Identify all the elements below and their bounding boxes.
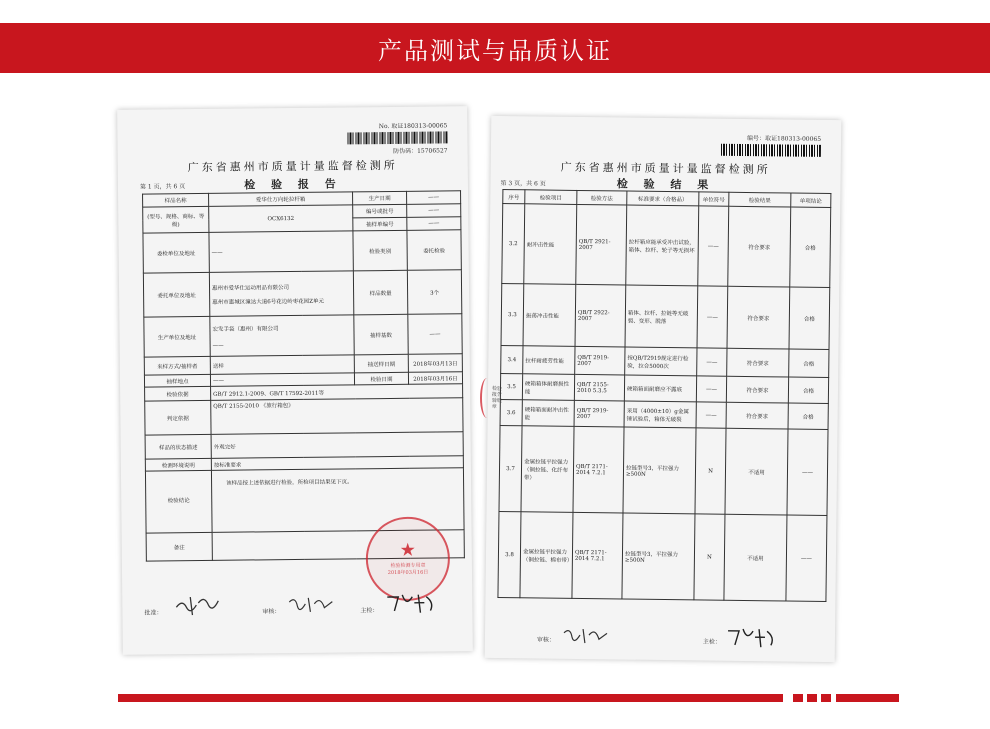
signature-approve bbox=[174, 593, 224, 618]
org-name: 广东省惠州市质量计量监督检测所 bbox=[560, 160, 771, 177]
form-label: 检验结论 bbox=[145, 470, 212, 533]
form-value: 3个 bbox=[407, 270, 461, 315]
column-header: 检验方法 bbox=[577, 190, 627, 205]
form-label: 检验依据 bbox=[145, 386, 211, 401]
form-label: 来样方式/抽样者 bbox=[144, 356, 210, 375]
form-value: 惠州市爱华仕运动用品有限公司 惠州市惠城区潼达大道6号花边岭枣花园Z单元 bbox=[209, 271, 353, 317]
inspection-stamp: ★ 检验检测专用章 2018年03月16日 bbox=[365, 516, 450, 601]
form-label: 抽样地点 bbox=[144, 374, 210, 387]
form-label: 编号或批号 bbox=[353, 204, 407, 218]
org-name: 广东省惠州市质量计量监督检测所 bbox=[187, 158, 398, 175]
results-title: 检 验 结 果 bbox=[616, 177, 715, 192]
form-label: 样品的状态描述 bbox=[145, 434, 211, 459]
page-indicator: 第 3 页，共 6 页 bbox=[500, 179, 546, 188]
form-label: 生产日期 bbox=[353, 191, 407, 205]
form-label: 判定依据 bbox=[145, 400, 211, 435]
form-value: 按标准要求 bbox=[211, 456, 463, 471]
signature-review bbox=[286, 592, 336, 617]
form-label: 样品数量 bbox=[353, 270, 407, 315]
form-value: OCX6132 bbox=[209, 205, 353, 233]
form-value: 2018年03月16日 bbox=[408, 372, 462, 385]
main-inspector-label: 主检： bbox=[702, 638, 721, 646]
footer-bar bbox=[118, 694, 783, 702]
footer-bar bbox=[836, 694, 899, 702]
form-label: 备注 bbox=[146, 532, 212, 561]
form-value: 2018年03月13日 bbox=[408, 354, 462, 373]
form-value: —— bbox=[407, 204, 461, 218]
form-value: 委托检验 bbox=[407, 230, 461, 271]
form-value: QB/T 2155-2010 《旅行箱包》 bbox=[211, 398, 463, 435]
results-table bbox=[497, 189, 831, 602]
table-row: 3.8 金属拉链平拉强力（铜拉链、棉布带） QB/T 2171-2014 7.2.1 拉链型号3，平拉强力≥500N N 不适用 —— bbox=[498, 512, 827, 602]
barcode bbox=[721, 144, 821, 157]
main-inspector-label: 主检： bbox=[360, 607, 379, 615]
column-header: 序号 bbox=[503, 190, 525, 204]
report-number: 编号：取证180313-00065 bbox=[721, 133, 821, 159]
form-value: —— bbox=[210, 373, 354, 387]
form-label: 抽样基数 bbox=[354, 314, 408, 355]
form-value: 该样品按上述依据进行检验，所检项目结果见下页。 bbox=[211, 468, 464, 533]
form-value: 爱华仕万向轮拉杆箱 bbox=[209, 192, 353, 207]
form-label: 抽样单编号 bbox=[353, 217, 407, 231]
column-header: 标准要求（合格品） bbox=[627, 191, 699, 206]
table-row: 3.4 拉杆耐疲劳性能 QB/T 2919-2007 按QB/T2919规定进行检验，拉合5000次 —— 符合要求 合格 bbox=[501, 346, 829, 378]
test-report-page-3 bbox=[485, 116, 842, 662]
signature-main bbox=[725, 623, 781, 650]
form-label: 抽送样日期 bbox=[354, 354, 408, 373]
barcode bbox=[347, 131, 447, 144]
form-label: 委检单位及地址 bbox=[143, 232, 209, 273]
column-header: 检验结果 bbox=[729, 192, 791, 207]
table-row: 3.2 耐冲击性能 QB/T 2921-2007 拉杆箱应能承受冲击试验，箱体、拉杆、轮子等无损坏 —— 符合要求 合格 bbox=[502, 204, 831, 288]
signature-main bbox=[384, 588, 440, 615]
seam-stamp-mark bbox=[480, 378, 494, 418]
form-value: GB/T 2912.1-2009、GB/T 17592-2011等 bbox=[211, 384, 463, 401]
seam-stamp-text: 检验报告骑缝章 bbox=[491, 385, 503, 410]
report-form bbox=[142, 190, 465, 561]
form-label: 检验类别 bbox=[353, 230, 407, 271]
form-label: 样品名称 bbox=[143, 193, 209, 207]
header-banner bbox=[0, 23, 990, 73]
page-title: 产品测试与品质认证 bbox=[378, 36, 612, 65]
column-header: 检验项目 bbox=[525, 190, 577, 205]
form-label: 检验日期 bbox=[354, 372, 408, 385]
footer-square bbox=[793, 694, 803, 702]
table-row: 3.5 硬箱箱体耐磨损性能 QB/T 2155-2010 5.3.5 硬箱箱面耐磨应不露底 —— 符合要求 合格 bbox=[500, 374, 828, 404]
table-row: 3.7 金属拉链平拉强力（铜拉链、化纤布带） QB/T 2171-2014 7.2.1 拉链型号3，平拉强力≥500N N 不适用 —— bbox=[499, 426, 828, 516]
form-label: 检测环境说明 bbox=[145, 458, 211, 471]
test-report-page-1 bbox=[117, 106, 473, 655]
form-label: (型号、规格、商标、等级) bbox=[143, 206, 209, 233]
form-value: 宏发手袋（惠州）有限公司 —— bbox=[210, 315, 354, 357]
form-value: 送样 bbox=[210, 355, 354, 375]
column-header: 单位符号 bbox=[699, 192, 729, 206]
approve-label: 批准： bbox=[144, 609, 163, 617]
footer-square bbox=[821, 694, 831, 702]
page-indicator: 第 1 页，共 6 页 bbox=[139, 183, 186, 191]
signature-review bbox=[561, 623, 611, 648]
form-label: 委托单位及地址 bbox=[143, 272, 209, 317]
table-row: 3.3 振荡冲击性能 QB/T 2922-2007 箱体、拉杆、拉链等无破裂、变形、脱落 —— 符合要求 合格 bbox=[501, 284, 830, 350]
form-value: —— bbox=[408, 314, 462, 355]
table-row: 3.6 硬箱箱面耐冲击性能 QB/T 2919-2007 采用（4000±10）g金属锤试验后，箱体无破裂 —— 符合要求 合格 bbox=[500, 400, 828, 430]
form-value: 外观完好 bbox=[211, 432, 463, 459]
footer-square bbox=[807, 694, 817, 702]
star-icon: ★ bbox=[399, 539, 416, 561]
form-value: —— bbox=[209, 231, 353, 273]
form-value: —— bbox=[407, 191, 461, 205]
review-label: 审核： bbox=[536, 636, 555, 644]
column-header: 单项结论 bbox=[791, 193, 831, 207]
report-title: 检 验 报 告 bbox=[244, 177, 342, 192]
form-value: —— bbox=[407, 217, 461, 231]
form-label: 生产单位及地址 bbox=[144, 316, 210, 357]
report-number: No. 取证180313-00065 防伪码：15706527 bbox=[347, 120, 447, 155]
review-label: 审核： bbox=[262, 608, 281, 616]
